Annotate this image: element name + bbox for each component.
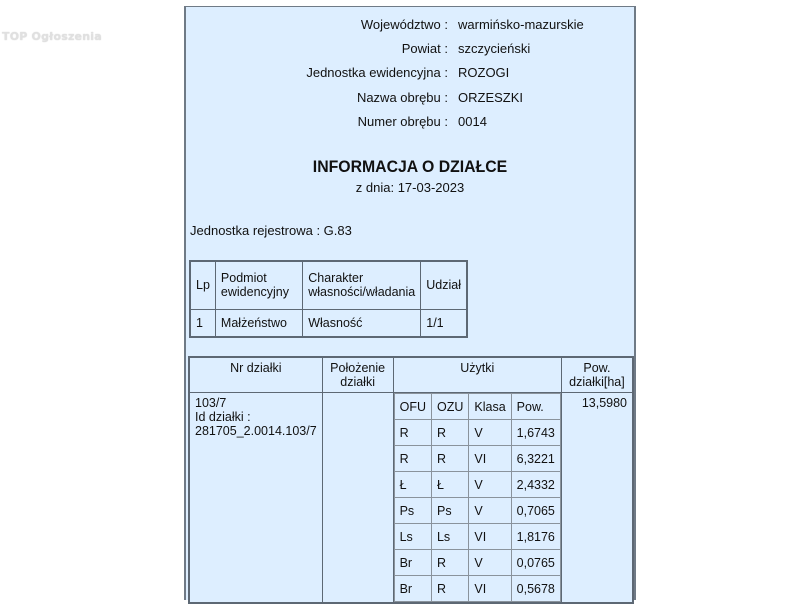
uzytki-pow: 1,8176 (512, 524, 560, 549)
uzytki-cell (394, 393, 561, 602)
parcel-id: 281705_2.0014.103/7 (195, 424, 317, 438)
table-row (191, 310, 466, 336)
uzytki-klasa: VI (469, 576, 510, 601)
header-label: Nazwa obrębu : (356, 90, 448, 105)
uzytki-ozu: Ls (432, 524, 468, 549)
uzytki-klasa: V (469, 472, 510, 497)
uzytki-ofu: R (395, 446, 431, 471)
parcels-col-location: Położenie działki (323, 358, 393, 392)
uzytki-pow: 0,7065 (512, 498, 560, 523)
uzytki-col-ofu: OFU (395, 394, 431, 419)
header-value: 0014 (458, 114, 487, 129)
parcels-header-row (190, 358, 632, 392)
parcel-area: 13,5980 (562, 393, 632, 602)
uzytki-ozu: Ł (432, 472, 468, 497)
owners-col-ownership: Charakter własności/władania (303, 262, 420, 309)
uzytki-row (395, 524, 560, 549)
uzytki-row (395, 446, 560, 471)
owner-subject: Małżeństwo (216, 310, 302, 336)
uzytki-row (395, 420, 560, 445)
parcels-col-uzytki: Użytki (394, 358, 561, 392)
uzytki-row (395, 576, 560, 601)
uzytki-row (395, 472, 560, 497)
uzytki-row (395, 550, 560, 575)
uzytki-pow: 0,5678 (512, 576, 560, 601)
owners-col-share: Udział (421, 262, 466, 309)
header-label: Jednostka ewidencyjna : (306, 65, 448, 80)
uzytki-pow: 2,4332 (512, 472, 560, 497)
header-label: Numer obrębu : (357, 114, 448, 129)
uzytki-ozu: R (432, 576, 468, 601)
parcel-id-label: Id działki : (195, 410, 251, 424)
registration-unit: Jednostka rejestrowa : G.83 (190, 223, 352, 238)
uzytki-col-ozu: OZU (432, 394, 468, 419)
uzytki-klasa: V (469, 498, 510, 523)
uzytki-ofu: Ł (395, 472, 431, 497)
uzytki-ofu: Ps (395, 498, 431, 523)
parcel-number: 103/7 (195, 396, 227, 410)
document-date: z dnia: 17-03-2023 (355, 180, 465, 195)
uzytki-ofu: Br (395, 576, 431, 601)
uzytki-header-row (395, 394, 560, 419)
uzytki-klasa: V (469, 420, 510, 445)
header-label: Województwo : (360, 17, 448, 32)
uzytki-pow: 6,3221 (512, 446, 560, 471)
parcel-information-sheet (184, 6, 636, 600)
uzytki-klasa: V (469, 550, 510, 575)
parcel-location (323, 393, 393, 602)
parcel-number-cell (190, 393, 322, 602)
parcels-col-number: Nr działki (190, 358, 322, 392)
uzytki-ozu: Ps (432, 498, 468, 523)
uzytki-table (394, 393, 561, 602)
uzytki-ofu: Br (395, 550, 431, 575)
uzytki-klasa: VI (469, 446, 510, 471)
header-value: szczycieński (458, 41, 531, 56)
uzytki-ozu: R (432, 446, 468, 471)
header-value: ROZOGI (458, 65, 510, 80)
uzytki-pow: 0,0765 (512, 550, 560, 575)
header-value: ORZESZKI (458, 90, 524, 105)
owners-col-subject: Podmiot ewidencyjny (216, 262, 302, 309)
uzytki-pow: 1,6743 (512, 420, 560, 445)
owner-share: 1/1 (421, 310, 466, 336)
uzytki-ozu: R (432, 550, 468, 575)
uzytki-ofu: Ls (395, 524, 431, 549)
watermark-logo: TOP Ogłoszenia (2, 30, 102, 43)
owner-ownership: Własność (303, 310, 420, 336)
uzytki-klasa: VI (469, 524, 510, 549)
header-value: warmińsko-mazurskie (458, 17, 584, 32)
uzytki-col-klasa: Klasa (469, 394, 510, 419)
uzytki-ofu: R (395, 420, 431, 445)
document-title: INFORMACJA O DZIAŁCE (312, 157, 508, 176)
uzytki-ozu: R (432, 420, 468, 445)
header-label: Powiat : (401, 41, 448, 56)
table-row (190, 393, 632, 602)
uzytki-col-pow: Pow. (512, 394, 560, 419)
parcels-col-area: Pow. działki[ha] (562, 358, 632, 392)
owner-lp: 1 (191, 310, 215, 336)
uzytki-row (395, 498, 560, 523)
parcels-table (188, 356, 634, 604)
owners-table (189, 260, 468, 338)
owners-col-lp: Lp (191, 262, 215, 309)
owners-header-row (191, 262, 466, 309)
